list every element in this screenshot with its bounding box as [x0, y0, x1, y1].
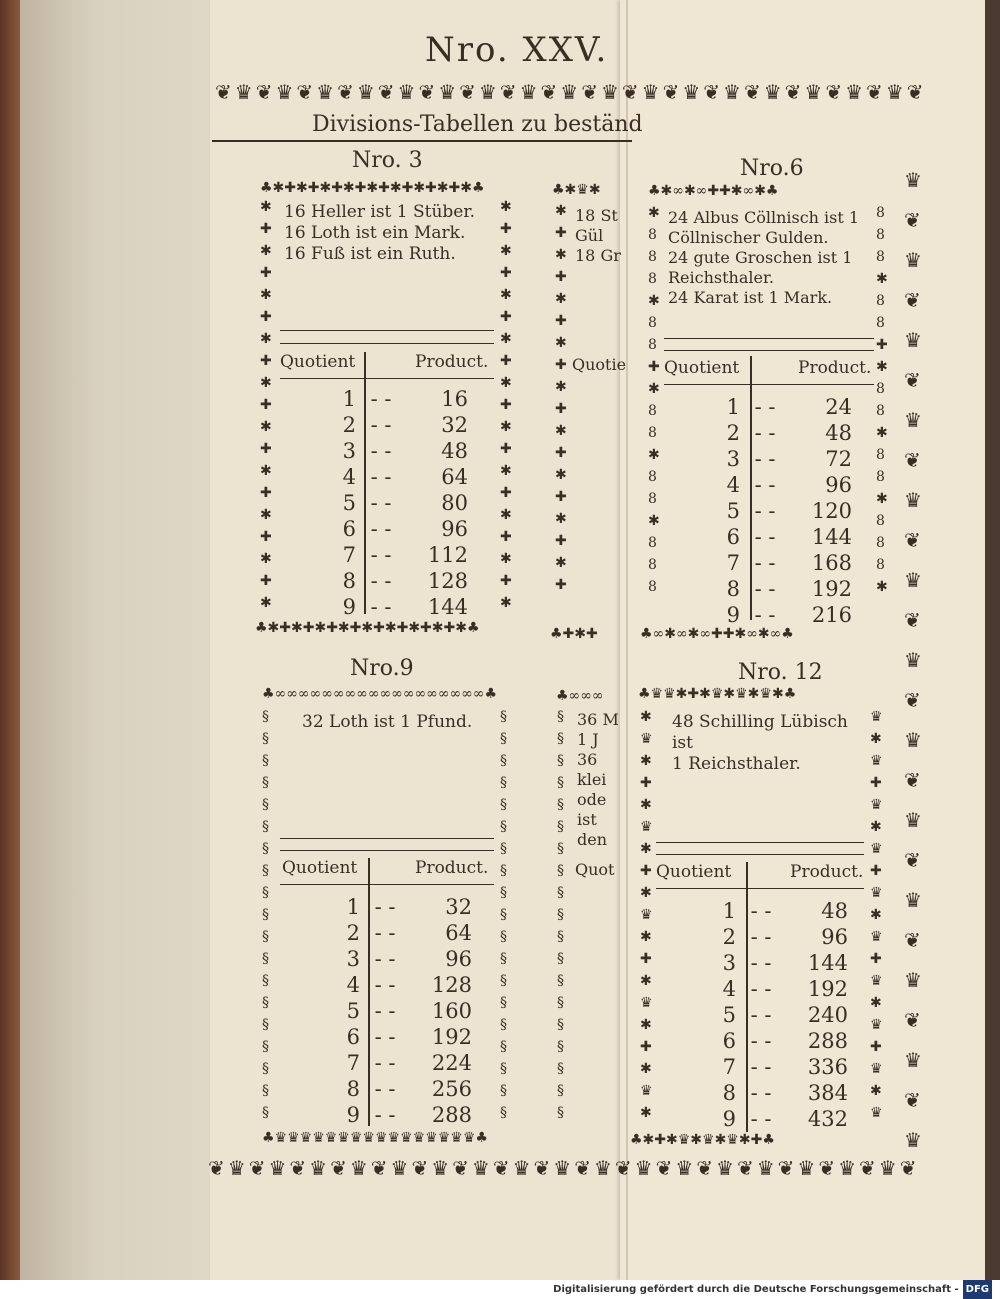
table-9-label: Nro.9	[350, 656, 414, 681]
ornament-border: ♣✱✚✱♛✱♛✱♛✱✚♣	[630, 1132, 775, 1148]
ornament-border: ♛ ✱ ♛ ✚ ♛ ✱ ♛ ✚ ♛ ✱ ♛ ✚ ♛ ✱ ♛ ✚ ♛ ✱ ♛	[870, 709, 883, 1121]
dash-separator: - -	[374, 947, 396, 971]
page-title: Nro. XXV.	[425, 30, 609, 70]
product-cell: 224	[431, 1051, 472, 1075]
table-row	[296, 386, 468, 412]
table-6-label: Nro.6	[740, 156, 804, 181]
quotient-cell: 1	[726, 395, 740, 419]
dash-separator: - -	[750, 1003, 772, 1027]
table-row	[296, 542, 468, 568]
quotient-cell: 5	[722, 1003, 736, 1027]
dash-separator: - -	[370, 491, 392, 515]
dash-separator: - -	[374, 999, 396, 1023]
quotient-cell: 5	[346, 999, 360, 1023]
quotient-cell: 7	[722, 1055, 736, 1079]
ornament-border: ♣✱✚✱✚✱✚✱✚✱✚✱✚✱✚✱✚✱♣	[255, 620, 480, 636]
ornament-border: ♣∞∞∞	[556, 688, 604, 704]
dash-separator: - -	[754, 525, 776, 549]
dash-separator: - -	[374, 921, 396, 945]
quotient-cell: 4	[726, 473, 740, 497]
divider	[280, 838, 494, 839]
product-cell: 144	[811, 525, 852, 549]
page-edge	[985, 0, 1000, 1280]
quotient-cell: 5	[342, 491, 356, 515]
ornament-border: § § § § § § § § § § § § § § § § § § §	[500, 709, 507, 1121]
divider	[280, 330, 494, 331]
quotient-cell: 3	[346, 947, 360, 971]
ornament-border: § § § § § § § § § § § § § § § § § § §	[262, 709, 269, 1121]
ornament-border: ♣♛♛♛♛♛♛♛♛♛♛♛♛♛♛♛♛♣	[262, 1130, 488, 1146]
product-cell: 256	[431, 1077, 472, 1101]
table-row	[680, 472, 852, 498]
ornament-border: ✱ ✚ ✱ ✚ ✱ ✚ ✱ ✚ ✱ ✚ ✱ ✚ ✱ ✚ ✱ ✚ ✱ ✚ ✱	[500, 199, 512, 611]
table-12-label: Nro. 12	[738, 660, 823, 685]
table-row	[680, 446, 852, 472]
quotient-cell: 2	[346, 921, 360, 945]
quotient-cell: 6	[346, 1025, 360, 1049]
table-row	[296, 412, 468, 438]
table-6-description: 24 Albus Cöllnisch ist 1 Cöllnischer Gulden. 24 gute Groschen ist 1 Reichsthaler. 24 Karat ist 1 Mark.	[668, 208, 860, 307]
quotient-cell: 3	[726, 447, 740, 471]
dash-separator: - -	[374, 1051, 396, 1075]
table-row	[676, 1028, 848, 1054]
product-cell: 32	[441, 413, 468, 437]
ornament-border-right: ♛ ❦ ♛ ❦ ♛ ❦ ♛ ❦ ♛ ❦ ♛ ❦ ♛ ❦ ♛ ❦ ♛ ❦ ♛ ❦ ♛ ❦ ♛ ❦ ♛	[904, 168, 922, 1152]
table-row	[300, 894, 472, 920]
table-row	[300, 920, 472, 946]
product-cell: 96	[441, 517, 468, 541]
dash-separator: - -	[370, 517, 392, 541]
ornament-border: § § § § § § § § § § § § § § § § § § §	[557, 709, 564, 1121]
table-row	[300, 1076, 472, 1102]
divider	[656, 888, 864, 889]
quotient-cell: 8	[722, 1081, 736, 1105]
quotient-cell: 8	[346, 1077, 360, 1101]
dash-separator: - -	[374, 1025, 396, 1049]
dash-separator: - -	[750, 899, 772, 923]
dash-separator: - -	[754, 603, 776, 627]
table-row	[680, 550, 852, 576]
product-cell: 160	[431, 999, 472, 1023]
product-cell: 120	[811, 499, 852, 523]
ornament-border: ♣✚✱✚	[550, 626, 598, 642]
hidden-table-text: 36 M 1 J 36 klei ode ist den	[577, 710, 619, 849]
ornament-border: ♣✱✚✱✚✱✚✱✚✱✚✱✚✱✚✱✚✱♣	[260, 180, 485, 196]
table-row	[680, 498, 852, 524]
table-row	[676, 1002, 848, 1028]
dash-separator: - -	[370, 413, 392, 437]
quotient-cell: 8	[726, 577, 740, 601]
dash-separator: - -	[754, 577, 776, 601]
table-row	[680, 394, 852, 420]
product-cell: 96	[825, 473, 852, 497]
product-cell: 32	[445, 895, 472, 919]
ornament-border-top: ❦♛❦♛❦♛❦♛❦♛❦♛❦♛❦♛❦♛❦♛❦♛❦♛❦♛❦♛❦♛❦♛❦♛❦	[215, 80, 927, 104]
divider	[656, 854, 864, 855]
product-cell: 192	[807, 977, 848, 1001]
footer-credit-bar	[0, 1280, 1000, 1299]
dash-separator: - -	[754, 421, 776, 445]
dash-separator: - -	[750, 1107, 772, 1131]
dfg-logo: DFG	[963, 1280, 992, 1299]
divider	[280, 343, 494, 344]
page-subtitle: Divisions-Tabellen zu beständ	[312, 112, 643, 137]
quotient-cell: 3	[342, 439, 356, 463]
product-cell: 168	[811, 551, 852, 575]
dash-separator: - -	[750, 925, 772, 949]
column-header-product: Product.	[790, 862, 864, 882]
table-row	[680, 420, 852, 446]
dash-separator: - -	[754, 473, 776, 497]
product-cell: 72	[825, 447, 852, 471]
quotient-cell: 4	[342, 465, 356, 489]
table-row	[300, 998, 472, 1024]
quotient-cell: 6	[342, 517, 356, 541]
divider	[664, 350, 874, 351]
product-cell: 144	[427, 595, 468, 619]
table-9-description: 32 Loth ist 1 Pfund.	[302, 712, 473, 732]
dash-separator: - -	[370, 595, 392, 619]
column-header-quotient: Quotient	[656, 862, 732, 882]
hidden-table-column: Quotie	[572, 355, 627, 374]
table-9-rows	[300, 894, 472, 1128]
table-row	[296, 516, 468, 542]
table-row	[300, 1102, 472, 1128]
quotient-cell: 1	[346, 895, 360, 919]
product-cell: 48	[821, 899, 848, 923]
column-header-product: Product.	[415, 352, 489, 372]
footer-credit: Digitalisierung gefördert durch die Deutsche Forschungsgemeinschaft -	[553, 1284, 959, 1295]
product-cell: 288	[431, 1103, 472, 1127]
header-rule	[212, 140, 632, 142]
dash-separator: - -	[374, 1077, 396, 1101]
product-cell: 24	[825, 395, 852, 419]
quotient-cell: 9	[722, 1107, 736, 1131]
column-header-quotient: Quotient	[280, 352, 356, 372]
left-page-blank	[20, 0, 212, 1280]
quotient-cell: 7	[346, 1051, 360, 1075]
quotient-cell: 9	[342, 595, 356, 619]
quotient-cell: 2	[342, 413, 356, 437]
ornament-border: ♣∞∞∞∞∞∞∞∞∞∞∞∞∞∞∞∞∞∞♣	[262, 686, 498, 702]
ornament-border: ♣✱♛✱	[552, 182, 601, 198]
product-cell: 96	[445, 947, 472, 971]
product-cell: 240	[807, 1003, 848, 1027]
product-cell: 192	[431, 1025, 472, 1049]
dash-separator: - -	[750, 977, 772, 1001]
product-cell: 96	[821, 925, 848, 949]
table-row	[300, 946, 472, 972]
divider	[280, 378, 494, 379]
table-row	[676, 950, 848, 976]
table-row	[296, 464, 468, 490]
book-spine	[0, 0, 20, 1280]
dash-separator: - -	[754, 447, 776, 471]
product-cell: 64	[441, 465, 468, 489]
quotient-cell: 6	[726, 525, 740, 549]
product-cell: 64	[445, 921, 472, 945]
dash-separator: - -	[754, 551, 776, 575]
product-cell: 48	[825, 421, 852, 445]
dash-separator: - -	[374, 1103, 396, 1127]
product-cell: 128	[427, 569, 468, 593]
quotient-cell: 7	[342, 543, 356, 567]
product-cell: 336	[807, 1055, 848, 1079]
ornament-border: ✱ ✚ ✱ ✚ ✱ ✚ ✱ ✚ ✱ ✚ ✱ ✚ ✱ ✚ ✱ ✚ ✱ ✚ ✱	[260, 199, 272, 611]
column-header-product: Product.	[798, 358, 872, 378]
table-row	[676, 1106, 848, 1132]
quotient-cell: 8	[342, 569, 356, 593]
quotient-cell: 1	[722, 899, 736, 923]
divider	[664, 338, 874, 339]
quotient-cell: 4	[722, 977, 736, 1001]
table-row	[300, 1024, 472, 1050]
table-row	[676, 1080, 848, 1106]
table-row	[300, 1050, 472, 1076]
column-header-quotient: Quotient	[664, 358, 740, 378]
product-cell: 128	[431, 973, 472, 997]
quotient-cell: 3	[722, 951, 736, 975]
product-cell: 16	[441, 387, 468, 411]
product-cell: 80	[441, 491, 468, 515]
table-12-description: 48 Schilling Lübisch ist 1 Reichsthaler.	[672, 712, 848, 774]
table-6-rows	[680, 394, 852, 628]
fold-line	[626, 0, 628, 1280]
dash-separator: - -	[370, 465, 392, 489]
divider	[656, 842, 864, 843]
quotient-cell: 7	[726, 551, 740, 575]
dash-separator: - -	[370, 387, 392, 411]
dash-separator: - -	[754, 499, 776, 523]
hidden-table-text: 18 St Gül 18 Gr	[575, 206, 621, 265]
ornament-border: ✱ 8 8 8 ✱ 8 8 ✚ ✱ 8 8 ✱ 8 8 ✱ 8 8 8	[648, 205, 660, 595]
divider	[280, 850, 494, 851]
quotient-cell: 1	[342, 387, 356, 411]
table-row	[296, 568, 468, 594]
ornament-border: ✱ ✚ ✱ ✚ ✱ ✚ ✱ ✚ ✱ ✚ ✱ ✚ ✱ ✚ ✱ ✚ ✱ ✚	[555, 203, 567, 593]
product-cell: 48	[441, 439, 468, 463]
product-cell: 192	[811, 577, 852, 601]
table-row	[680, 524, 852, 550]
ornament-border: 8 8 8 ✱ 8 8 ✚ ✱ 8 8 ✱ 8 8 ✱ 8 8 8 ✱	[876, 205, 888, 595]
table-12-rows	[676, 898, 848, 1132]
ornament-border: ♣♛♛✱✚✱♛✱♛✱♛✱♣	[638, 686, 797, 702]
quotient-cell: 2	[722, 925, 736, 949]
dash-separator: - -	[370, 569, 392, 593]
ornament-border-bottom: ❦♛❦♛❦♛❦♛❦♛❦♛❦♛❦♛❦♛❦♛❦♛❦♛❦♛❦♛❦♛❦♛❦♛❦	[208, 1156, 920, 1180]
dash-separator: - -	[374, 973, 396, 997]
table-row	[300, 972, 472, 998]
product-cell: 432	[807, 1107, 848, 1131]
dash-separator: - -	[754, 395, 776, 419]
table-row	[676, 1054, 848, 1080]
dash-separator: - -	[750, 951, 772, 975]
table-row	[676, 898, 848, 924]
dash-separator: - -	[750, 1055, 772, 1079]
product-cell: 384	[807, 1081, 848, 1105]
quotient-cell: 4	[346, 973, 360, 997]
table-3-label: Nro. 3	[352, 148, 423, 173]
ornament-border: ♣✱∞✱∞✚✚✱∞✱♣	[648, 183, 779, 199]
product-cell: 144	[807, 951, 848, 975]
table-row	[296, 594, 468, 620]
table-row	[680, 602, 852, 628]
product-cell: 216	[811, 603, 852, 627]
dash-separator: - -	[374, 895, 396, 919]
quotient-cell: 6	[722, 1029, 736, 1053]
column-header-quotient: Quotient	[282, 858, 358, 878]
quotient-cell: 5	[726, 499, 740, 523]
quotient-cell: 9	[346, 1103, 360, 1127]
ornament-border: ♣∞✱∞✱∞✚✚✱∞✱∞♣	[640, 626, 794, 642]
column-header-product: Product.	[415, 858, 489, 878]
hidden-table-column: Quot	[575, 860, 615, 879]
product-cell: 288	[807, 1029, 848, 1053]
quotient-cell: 2	[726, 421, 740, 445]
ornament-border: ✱ ♛ ✱ ✚ ✱ ♛ ✱ ✚ ✱ ♛ ✱ ✚ ✱ ♛ ✱ ✚ ✱ ♛ ✱	[640, 709, 653, 1121]
table-3-description: 16 Heller ist 1 Stüber. 16 Loth ist ein Mark. 16 Fuß ist ein Ruth.	[284, 202, 476, 264]
divider	[280, 884, 494, 885]
dash-separator: - -	[750, 1081, 772, 1105]
dash-separator: - -	[370, 439, 392, 463]
divider	[664, 384, 874, 385]
table-row	[680, 576, 852, 602]
quotient-cell: 9	[726, 603, 740, 627]
dash-separator: - -	[750, 1029, 772, 1053]
table-3-rows	[296, 386, 468, 620]
table-row	[296, 438, 468, 464]
table-row	[676, 976, 848, 1002]
dash-separator: - -	[370, 543, 392, 567]
product-cell: 112	[427, 543, 468, 567]
table-row	[296, 490, 468, 516]
table-row	[676, 924, 848, 950]
